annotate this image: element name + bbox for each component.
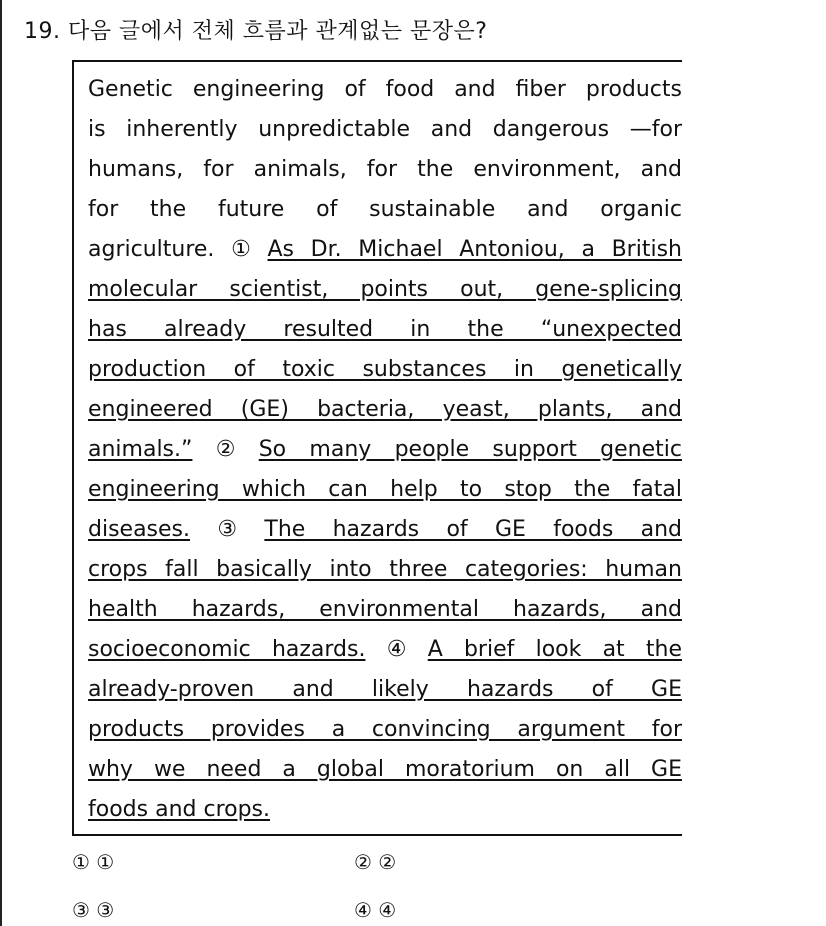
underlined-sentence-3-end: socioeconomic hazards. bbox=[88, 637, 366, 662]
choice-number: ④ bbox=[354, 898, 372, 922]
passage-line bbox=[88, 510, 682, 550]
passage-line bbox=[88, 430, 682, 470]
passage-line: foods and crops. bbox=[88, 797, 271, 822]
choice-3[interactable] bbox=[72, 898, 114, 922]
passage-line bbox=[88, 630, 682, 670]
passage-line: health hazards, environmental hazards, and bbox=[88, 597, 682, 622]
page-left-rule bbox=[0, 0, 2, 926]
choice-1[interactable] bbox=[72, 850, 114, 874]
passage-line: why we need a global moratorium on all GE bbox=[88, 757, 682, 782]
sentence-marker-2: ② bbox=[215, 437, 236, 462]
passage-line: for the future of sustainable and organic bbox=[88, 197, 682, 222]
passage-box bbox=[72, 60, 682, 836]
underlined-sentence-4: A brief look at the bbox=[427, 637, 682, 662]
passage-line: production of toxic substances in genetically bbox=[88, 357, 682, 382]
choice-text: ① bbox=[96, 850, 115, 874]
choice-number: ① bbox=[72, 850, 90, 874]
passage-line: products provides a convincing argument for bbox=[88, 717, 682, 742]
choice-2[interactable] bbox=[354, 850, 396, 874]
passage-line: is inherently unpredictable and dangerous —for bbox=[88, 117, 682, 142]
choice-number: ② bbox=[354, 850, 372, 874]
underlined-sentence-2: So many people support genetic bbox=[258, 437, 682, 462]
passage-text-span: agriculture. bbox=[88, 237, 215, 262]
passage-line: engineered (GE) bacteria, yeast, plants, and bbox=[88, 397, 682, 422]
choice-text: ④ bbox=[378, 898, 397, 922]
sentence-marker-4: ④ bbox=[386, 637, 407, 662]
passage-line: already-proven and likely hazards of GE bbox=[88, 677, 682, 702]
choice-text: ② bbox=[378, 850, 397, 874]
choice-4[interactable] bbox=[354, 898, 396, 922]
question-title: 19. 다음 글에서 전체 흐름과 관계없는 문장은? bbox=[24, 19, 488, 44]
passage-line bbox=[88, 230, 682, 270]
underlined-sentence-1: As Dr. Michael Antoniou, a British bbox=[267, 237, 682, 262]
passage-line: engineering which can help to stop the fatal bbox=[88, 477, 682, 502]
passage-line: humans, for animals, for the environment, and bbox=[88, 157, 682, 182]
passage-line: crops fall basically into three categories: human bbox=[88, 557, 682, 582]
underlined-sentence-1-end: animals.” bbox=[88, 437, 193, 462]
underlined-sentence-2-end: diseases. bbox=[88, 517, 191, 542]
passage-line: molecular scientist, points out, gene-splicing bbox=[88, 277, 682, 302]
sentence-marker-3: ③ bbox=[217, 517, 238, 542]
passage-line: Genetic engineering of food and fiber products bbox=[88, 77, 682, 102]
passage-text bbox=[88, 70, 682, 830]
choice-text: ③ bbox=[96, 898, 115, 922]
choice-number: ③ bbox=[72, 898, 90, 922]
sentence-marker-1: ① bbox=[231, 237, 251, 262]
passage-line: has already resulted in the “unexpected bbox=[88, 317, 682, 342]
underlined-sentence-3: The hazards of GE foods and bbox=[264, 517, 682, 542]
